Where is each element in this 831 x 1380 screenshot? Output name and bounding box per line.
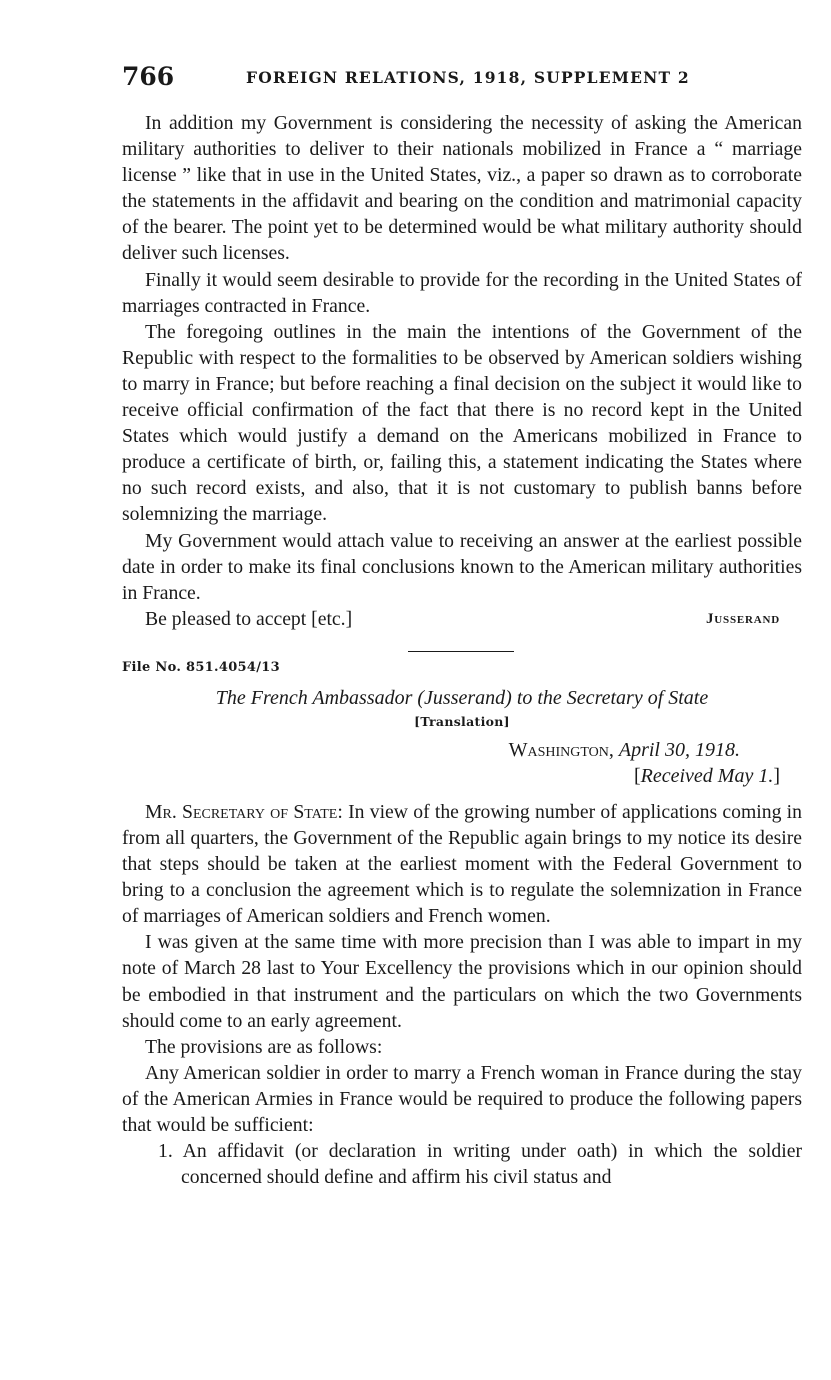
paragraph: In addition my Government is considering the necessity of asking the American military authorities to deliver to their nationals mobilized in France a “ marriage license ” like that in use in the United States, viz., a paper so drawn as to corroborate the statements in the affidavit and bearing on the condition and matrimonial capacity of the bearer. The point yet to be determined would be what military authority should deliver such licenses. [122, 112, 802, 265]
received-note [122, 763, 802, 789]
received-bracket-open: [ [633, 764, 641, 787]
provisions-list [122, 1138, 802, 1190]
opening-text: : In view of the growing number of applications coming in from all quarters, the Government of the Republic again brings to my notice its desire that steps should be taken at the earliest moment with the Federal Government to bring to a conclusion the agreement which is to regulate the solemnization in France of marriages of American soldiers and French women. [122, 800, 803, 928]
section-divider [408, 651, 514, 653]
closing: Be pleased to accept [etc.] [145, 607, 353, 630]
translation-note: [Translation] [414, 713, 510, 729]
file-line [122, 658, 802, 682]
received-date: Received May 1. [640, 764, 774, 787]
letter-body [122, 110, 802, 632]
paragraph: I was given at the same time with more precision than I was able to impart in my note of March 28 last to Your Excellency the provisions which in our opinion should be embodied in that instrument and the particulars on which the two Governments should come to an early agreement. [122, 931, 802, 1032]
salutation: Mr. Secretary of State [145, 800, 338, 823]
list-item: 1. An affidavit (or declaration in writing under oath) in which the soldier concerned should define and affirm his civil status and [158, 1140, 802, 1189]
paragraph: Any American soldier in order to marry a French woman in France during the stay of the American Armies in France would be required to produce the following papers that would be sufficient: [122, 1061, 802, 1136]
received-bracket-close: ] [773, 764, 780, 787]
page-number: 766 [122, 62, 175, 91]
running-head: FOREIGN RELATIONS, 1918, SUPPLEMENT 2 [246, 68, 690, 87]
signature: Jusserand [706, 610, 780, 627]
paragraph: The provisions are as follows: [145, 1035, 383, 1058]
opening-paragraph [122, 799, 802, 929]
document-page [122, 58, 802, 1190]
paragraph: Finally it would seem desirable to provide for the recording in the United States of marriages contracted in France. [122, 268, 802, 317]
dateline-date: April 30, 1918. [618, 738, 740, 761]
document-title: The French Ambassador (Jusserand) to the Secretary of State [215, 686, 709, 709]
paragraph: The foregoing outlines in the main the intentions of the Government of the Republic with respect to the formalities to be observed by American soldiers wishing to marry in France; but before reaching a final decision on the subject it would like to receive official confirmation of the fact that there is no record kept in the United States which would justify a demand on the Americans mobilized in France to produce a certificate of birth, or, failing this, a statement indicating the States where no such record exists, and also, that it is not customary to publish banns before solemnizing the marriage. [122, 320, 802, 526]
dateline-place: Washington, [508, 738, 614, 761]
paragraph: My Government would attach value to receiving an answer at the earliest possible date in order to make its final conclusions known to the American military authorities in France. [122, 529, 802, 604]
file-number: File No. 851.4054/13 [122, 659, 280, 675]
page-header [122, 58, 802, 98]
dateline [122, 737, 802, 763]
document-body [122, 799, 802, 1190]
closing-line [122, 606, 802, 632]
